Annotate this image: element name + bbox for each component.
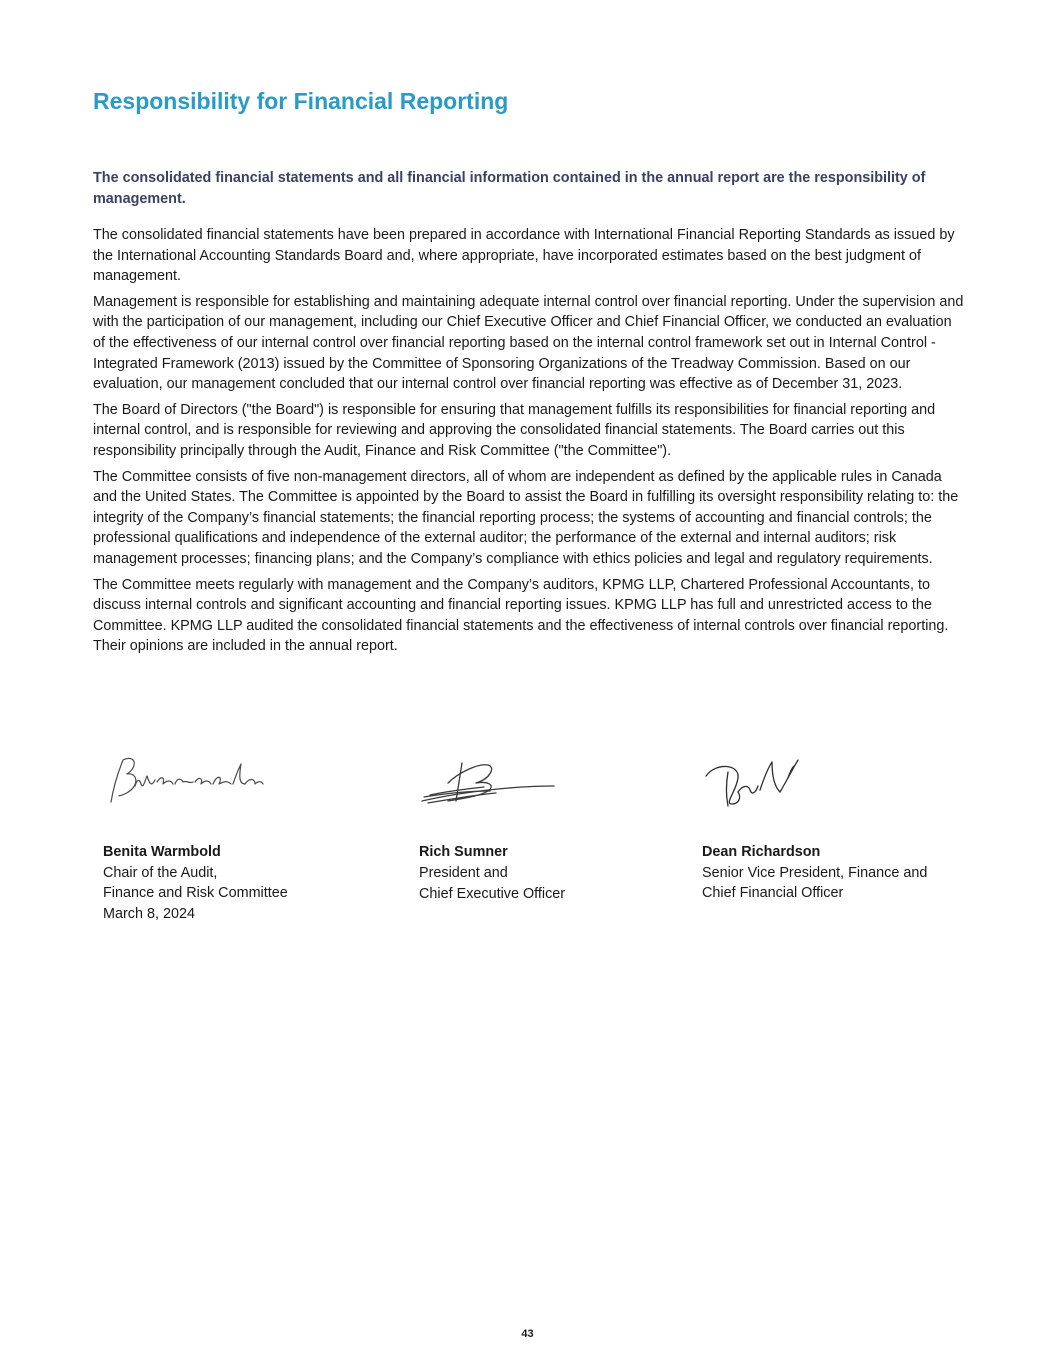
signature-image-sumner [418,755,558,810]
signatory-title-line: Chief Financial Officer [702,885,844,902]
signatory-title-line: Chair of the Audit, [103,864,218,881]
page-number: 43 [521,1328,534,1340]
signature-image-warmbold [105,750,270,810]
paragraph-board: The Board of Directors ("the Board") is responsible for ensuring that management fulfills its responsibilities for financial reporting and internal control, and is responsible for reviewing and approving the consolidated financial statements. The Board carries out this responsibility principally through the Audit, Finance and Risk Committee ("the Committee"). [93,401,936,459]
signatory-title-line: President and [419,864,508,881]
paragraph-internal-control: Management is responsible for establishing and maintaining adequate internal control over financial reporting. Under the supervision and with the participation of our management, including our Chief Executive Officer and Chief Financial Officer, we conducted an evaluation of the effectiveness of our internal control over financial reporting based on the internal control framework set out in Internal Control - Integrated Framework (2013) issued by the Committee of Sponsoring Organizations of the Treadway Commission. Based on our evaluation, our management concluded that our internal control over financial reporting was effective as of December 31, 2023. [93,293,964,393]
signatory-name: Benita Warmbold [103,844,221,860]
signatory-title-line: Chief Executive Officer [419,886,566,903]
signatory-name: Dean Richardson [702,844,821,860]
signatory-date: March 8, 2024 [103,905,195,922]
signatory-name: Rich Sumner [419,844,508,860]
signature-block-chair [103,842,288,924]
signature-block-cfo [702,842,927,904]
paragraph-auditors: The Committee meets regularly with management and the Company’s auditors, KPMG LLP, Chartered Professional Accountants, to discuss internal controls and significant accounting and financial reporting issues. KPMG LLP has full and unrestricted access to the Committee. KPMG LLP audited the consolidated financial statements and the effectiveness of internal controls over financial reporting. Their opinions are included in the annual report. [93,576,949,655]
paragraph-ifrs: The consolidated financial statements have been prepared in accordance with International Financial Reporting Standards as issued by the International Accounting Standards Board and, where appropriate, have incorporated estimates based on the best judgment of management. [93,227,955,285]
signature-image-richardson [702,748,817,813]
lead-paragraph: The consolidated financial statements and all financial information contained in the annual report are the responsibility of management. [93,170,926,207]
signatory-title-line: Finance and Risk Committee [103,885,288,902]
signature-block-ceo [419,842,565,905]
paragraph-committee: The Committee consists of five non-management directors, all of whom are independent as defined by the applicable rules in Canada and the United States. The Committee is appointed by the Board to assist the Board in fulfilling its oversight responsibility relating to: the integrity of the Company’s financial statements; the financial reporting process; the systems of accounting and financial controls; the professional qualifications and independence of the external auditor; the performance of the external and internal auditors; risk management processes; financing plans; and the Company’s compliance with ethics policies and legal and regulatory requirements. [93,468,959,567]
signatory-title-line: Senior Vice President, Finance and [702,864,928,881]
body-text [93,225,965,662]
page-title: Responsibility for Financial Reporting [93,88,509,114]
